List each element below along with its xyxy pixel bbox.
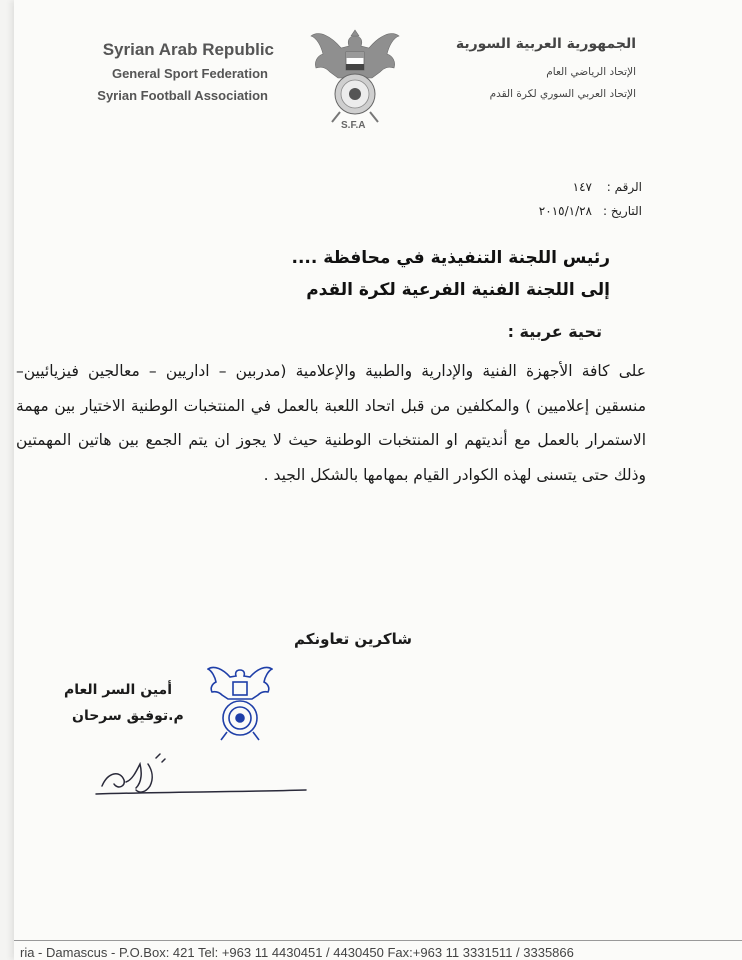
signatory-title: أمين السر العام xyxy=(64,682,173,698)
ref-number-label: الرقم : xyxy=(606,180,642,194)
ref-number-value: ١٤٧ xyxy=(572,180,592,194)
letter-body: على كافة الأجهزة الفنية والإدارية والطبية والإعلامية (مدربين – اداريين – معالجين فيزيائيين– منسقين إعلاميين ) والمكلفين من قبل اتحاد اللعبة بالعمل في المنتخبات الوطنية الاختيار بين مهمة الاستمرار بالعمل مع أنديتهم او المنتخبات الوطنية حيث لا يجوز ان يتم الجمع بين هاتين المهمتين وذلك حتى يتسنى لهذه الكوادر القيام بمهامها بالشكل الجيد . xyxy=(16,362,646,484)
greeting: تحية عربية : xyxy=(507,322,602,341)
footer-contact: ria - Damascus - P.O.Box: 421 Tel: +963 11 4430451 / 4430450 Fax:+963 11 3331511 / 3335866 xyxy=(20,945,574,960)
letterhead-en-line2: General Sport Federation xyxy=(111,66,268,81)
letterhead-ar-line1: الجمهورية العربية السورية xyxy=(455,36,636,52)
official-stamp xyxy=(207,662,273,744)
emblem-caption: S.F.A xyxy=(341,120,366,131)
handwritten-signature xyxy=(92,744,312,804)
letterhead-en-line1: Syrian Arab Republic xyxy=(102,40,274,59)
ref-date-value: ٢٠١٥/١/٢٨ xyxy=(538,204,592,218)
footer-divider xyxy=(14,940,742,941)
sfa-emblem-logo xyxy=(310,22,400,134)
letterhead-ar-line3: الإتحاد العربي السوري لكرة القدم xyxy=(489,88,636,100)
closing: شاكرين تعاونكم xyxy=(294,630,412,648)
addressee-line1: رئيس اللجنة التنفيذية في محافظة .... xyxy=(291,248,610,268)
letterhead-en-line3: Syrian Football Association xyxy=(97,88,268,103)
letterhead-ar-line2: الإتحاد الرياضي العام xyxy=(546,66,636,78)
ref-date-label: التاريخ : xyxy=(602,204,642,218)
signatory-name: م.توفيق سرحان xyxy=(72,708,184,724)
addressee-line2: إلى اللجنة الفنية الفرعية لكرة القدم xyxy=(306,280,610,300)
